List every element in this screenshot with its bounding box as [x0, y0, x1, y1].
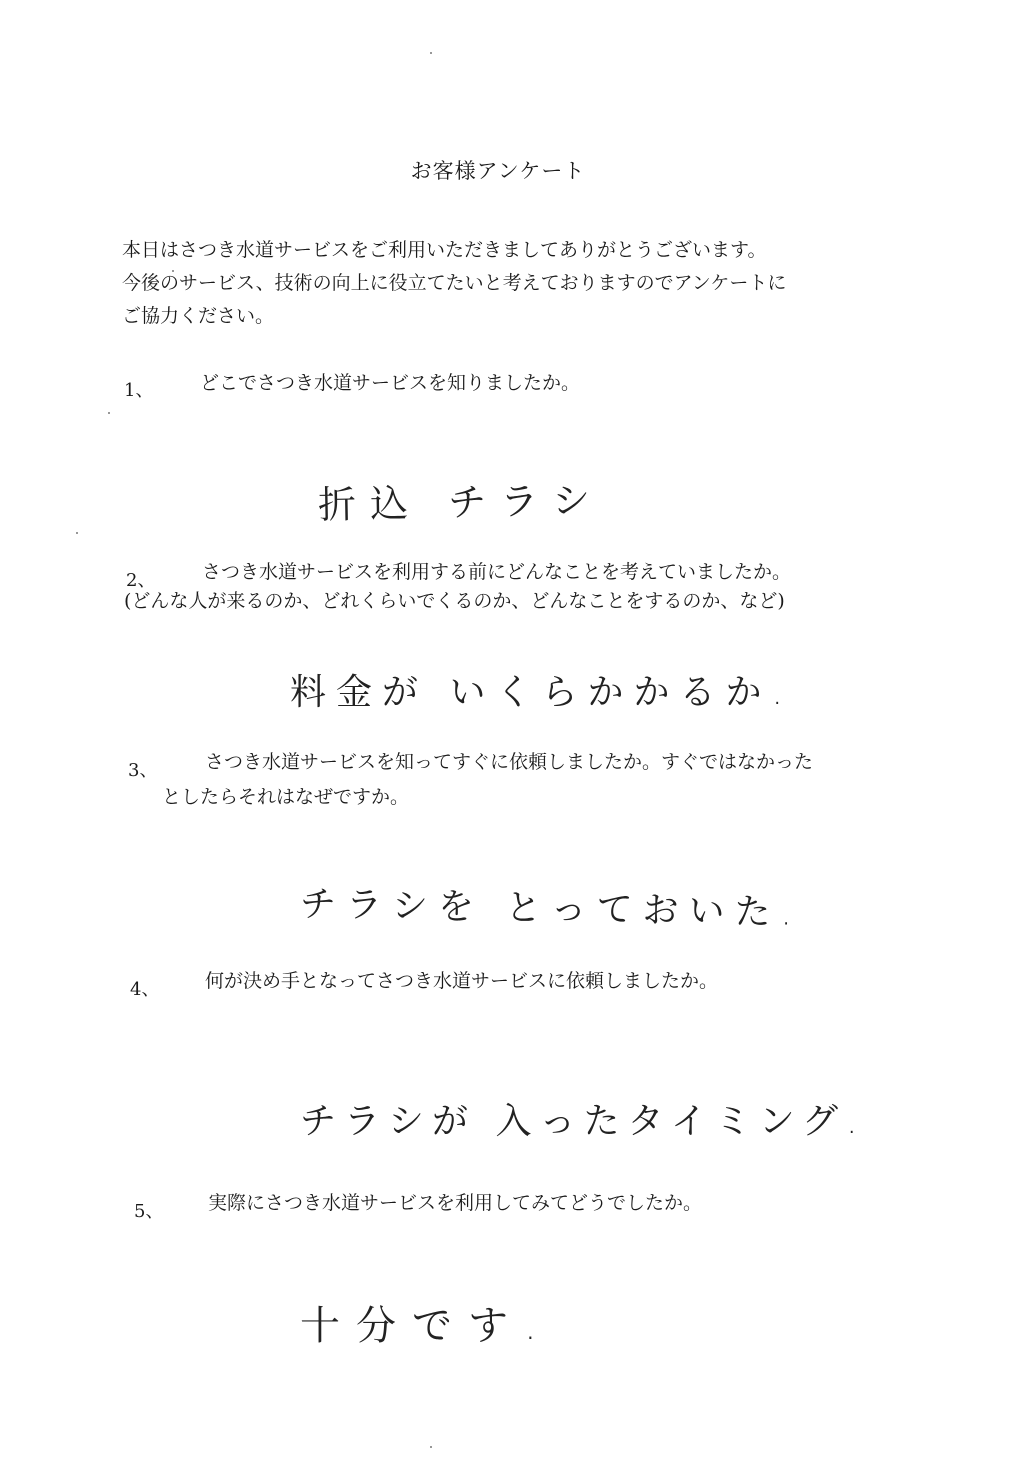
question-text: 実際にさつき水道サービスを利用してみてどうでしたか。 [208, 1192, 703, 1214]
scan-speck [172, 270, 174, 272]
scan-speck [430, 52, 432, 54]
question-note: (どんな人が来るのか、どれくらいでくるのか、どんなことをするのか、など) [124, 590, 785, 612]
question-text-cont: としたらそれはなぜですか。 [162, 786, 410, 808]
question-text: さつき水道サービスを利用する前にどんなことを考えていましたか。 [202, 561, 792, 583]
handwritten-answer: 料金が いくらかかるか. [290, 672, 793, 713]
question-text: さつき水道サービスを知ってすぐに依頼しましたか。すぐではなかった [205, 751, 814, 773]
question-number: 3、 [128, 760, 158, 781]
question-text: 何が決め手となってさつき水道サービスに依頼しましたか。 [205, 970, 719, 992]
question-number: 5、 [134, 1201, 164, 1222]
scan-speck [430, 1446, 432, 1448]
handwritten-answer: チラシが 入ったタイミング. [300, 1101, 866, 1142]
intro-line: ご協力ください。 [122, 305, 275, 327]
question-number: 1、 [124, 380, 154, 401]
handwritten-answer: 折込 チラシ [317, 478, 605, 527]
question-number: 2、 [126, 570, 156, 591]
question-text: どこでさつき水道サービスを知りましたか。 [200, 372, 581, 394]
intro-line: 本日はさつき水道サービスをご利用いただきましてありがとうございます。 [122, 239, 767, 261]
page-title: お客様アンケート [410, 159, 586, 183]
intro-line: 今後のサービス、技術の向上に役立てたいと考えておりますのでアンケートに [122, 272, 787, 294]
handwritten-answer: チラシを とっておいた. [299, 884, 803, 934]
handwritten-answer: 十分です. [300, 1303, 553, 1349]
intro-text [122, 234, 902, 333]
question-number: 4、 [130, 979, 160, 1000]
scan-speck [108, 412, 110, 414]
scan-speck [76, 532, 78, 534]
